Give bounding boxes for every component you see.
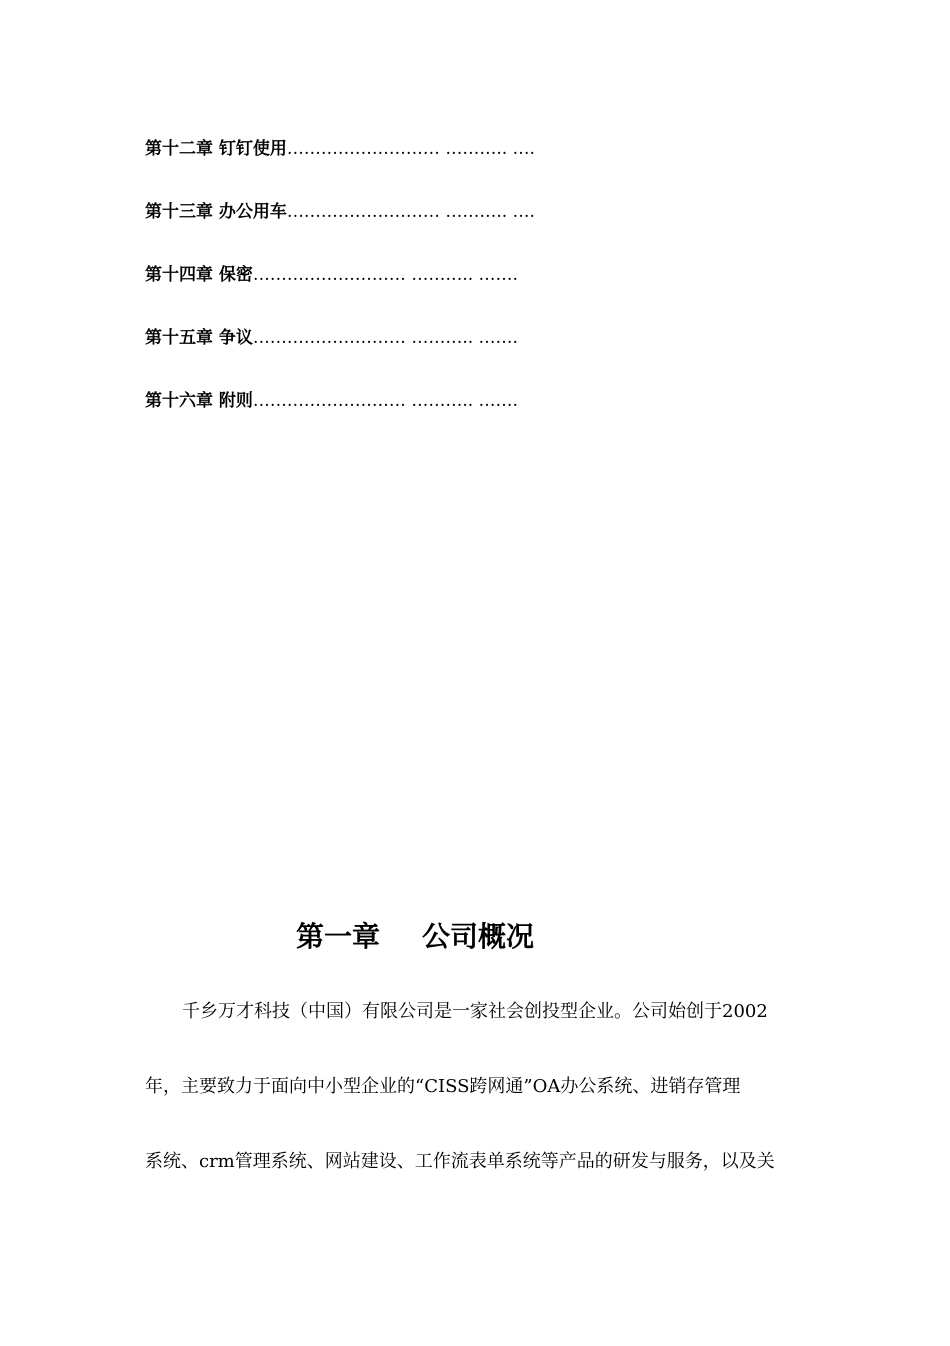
body-line: 系统、crm管理系统、网站建设、工作流表单系统等产品的研发与服务，以及关 <box>145 1151 775 1172</box>
body-line: 千乡万才科技（中国）有限公司是一家社会创投型企业。公司始创于2002 <box>182 1001 768 1022</box>
toc-entry-leader: ……………………… ……….. …. <box>286 139 535 159</box>
toc-entry-leader: ……………………… ……….. ……. <box>252 328 518 348</box>
toc-entry[interactable] <box>145 387 805 450</box>
chapter-title: 公司概况 <box>422 920 535 953</box>
toc-entry-label: 第十六章 附则 <box>145 391 253 411</box>
toc-entry[interactable] <box>145 198 805 261</box>
chapter-heading <box>0 915 890 959</box>
body-line: 年，主要致力于面向中小型企业的“CISS跨网通”OA办公系统、进销存管理 <box>145 1076 741 1097</box>
toc-entry-leader: ……………………… ……….. ……. <box>252 391 518 411</box>
table-of-contents <box>145 135 805 450</box>
toc-entry-label: 第十二章 钉钉使用 <box>145 139 287 159</box>
chapter-body <box>145 993 807 1218</box>
toc-entry[interactable] <box>145 135 805 198</box>
chapter-number: 第一章 <box>295 920 380 953</box>
toc-entry[interactable] <box>145 261 805 324</box>
toc-entry-leader: ……………………… ……….. …. <box>286 202 535 222</box>
toc-entry[interactable] <box>145 324 805 387</box>
toc-entry-label: 第十四章 保密 <box>145 265 253 285</box>
toc-entry-label: 第十三章 办公用车 <box>145 202 287 222</box>
toc-entry-label: 第十五章 争议 <box>145 328 253 348</box>
toc-entry-leader: ……………………… ……….. ……. <box>252 265 518 285</box>
